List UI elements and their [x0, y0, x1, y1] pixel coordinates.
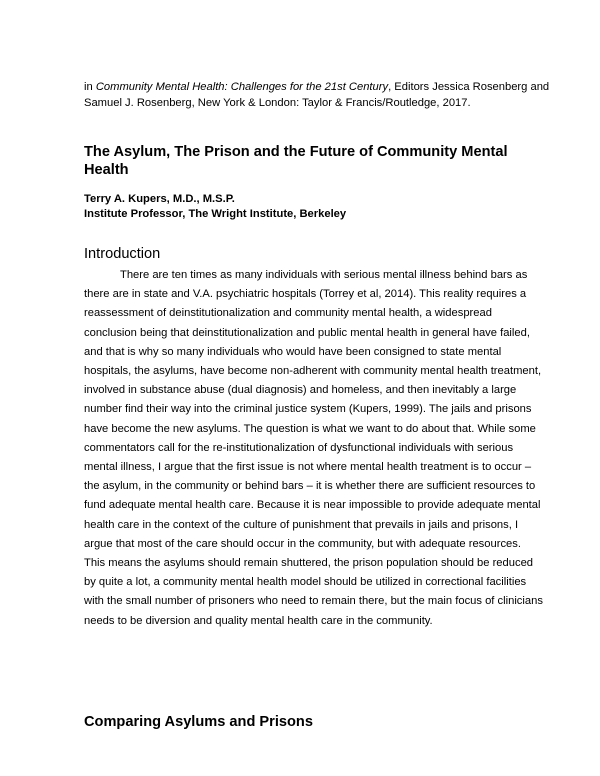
section-heading-introduction: Introduction: [84, 246, 161, 262]
article-title: The Asylum, The Prison and the Future of Community Mental Health: [84, 144, 508, 178]
citation-book-title: Community Mental Health: Challenges for the 21st Century: [95, 81, 389, 93]
introduction-paragraph: There are ten times as many individuals with serious mental illness behind bars as there are in state and V.A. psychiatric hospitals (Torrey et al, 2014). This reality requires a reassessment of deinstitutionalization and community mental health, a widespread conclusion being that deinstitutionalization and public mental health in general have failed, and that is why so many individuals who would have been consigned to state mental hospitals, the asylums, have become non-adherent with community mental health treatment, involved in substance abuse (dual diagnosis) and homeless, and then inevitably a large number find their way into the criminal justice system (Kupers, 1999). The jails and prisons have become the new asylums. The question is what we want to do about that. While some commentators call for the re-institutionalization of dysfunctional individuals with serious mental illness, I argue that the first issue is not where mental health treatment is to occur – the asylum, in the community or behind bars – it is whether there are sufficient resources to fund adequate mental health care. Because it is near impossible to provide adequate mental health care in the context of the culture of punishment that prevails in jails and prisons, I argue that most of the care should occur in the community, but with adequate resources. This means the asylums should remain shuttered, the prison population should be reduced by quite a lot, a community mental health model should be utilized in correctional facilities with the small number of prisoners who need to remain there, but the main focus of clinicians needs to be diversion and quality mental health care in the community.: [84, 269, 543, 627]
article-author: Terry A. Kupers, M.D., M.S.P.: [84, 193, 235, 205]
citation-prefix: in: [84, 81, 96, 93]
section-heading-comparing: Comparing Asylums and Prisons: [84, 714, 313, 730]
citation-details: , Editors Jessica Rosenberg and Samuel J. Rosenberg, New York & London: Taylor & Francis/Routledge, 2017.: [84, 81, 550, 109]
article-affiliation: Institute Professor, The Wright Institute, Berkeley: [84, 208, 347, 220]
citation: [84, 79, 554, 111]
